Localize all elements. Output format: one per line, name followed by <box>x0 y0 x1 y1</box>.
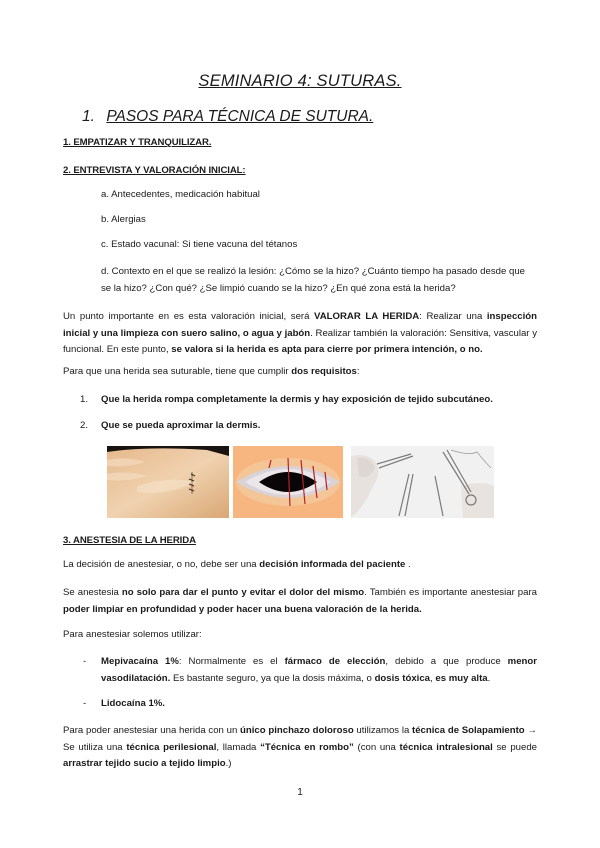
wound-suture-diagram <box>233 446 343 518</box>
suture-instruments-image <box>351 446 494 518</box>
farmaco-item-mepivacaina: - Mepivacaína 1%: Normalmente es el fármaco de elección, debido a que produce menor vasodilatación. Es bastante seguro, ya que la dosis máxima, o dosis tóxica, es muy alta. <box>83 656 537 684</box>
page-number: 1 <box>297 787 303 798</box>
requisito-item: 2. Que se pueda aproximar la dermis. <box>80 420 261 431</box>
paragraph-decision: La decisión de anestesiar, o no, debe ser una decisión informada del paciente . <box>63 559 411 570</box>
farmaco-item-lidocaina: - Lidocaína 1%. <box>83 698 165 709</box>
paragraph-valorar-herida: Un punto importante en es esta valoración inicial, será VALORAR LA HERIDA: Realizar una inspección inicial y una limpieza con suero salino, o agua y jabón. Realizar también la valoración: Sensitiva, vascular y funcional. En este punto, se valora si la herida es apta para cierre por primera intención, o no. <box>63 311 538 355</box>
paragraph-anestesia: Se anestesia no solo para dar el punto y evitar el dolor del mismo. También es importante anestesiar para poder limpiar en profundidad y poder hacer una buena valoración de la herida. <box>63 587 537 615</box>
step-heading-empatizar: 1. EMPATIZAR Y TRANQUILIZAR. <box>63 137 212 148</box>
sutured-hand-image <box>107 446 229 518</box>
section-title: PASOS PARA TÉCNICA DE SUTURA. <box>106 108 374 125</box>
section-number: 1. <box>82 108 95 125</box>
step-heading-anestesia: 3. ANESTESIA DE LA HERIDA <box>63 535 196 546</box>
document-title: SEMINARIO 4: SUTURAS. <box>198 72 402 90</box>
requisito-item: 1. Que la herida rompa completamente la dermis y hay exposición de tejido subcutáneo. <box>80 394 493 405</box>
paragraph-solapamiento: Para poder anestesiar una herida con un único pinchazo doloroso utilizamos la técnica de Solapamiento → Se utiliza una técnica perilesional, llamada “Técnica en rombo” (con una técnica intralesional se puede arrastrar tejido sucio a tejido limpio.) <box>63 725 537 769</box>
paragraph-requisitos-intro: Para que una herida sea suturable, tiene que cumplir dos requisitos: <box>63 366 360 377</box>
section-heading <box>82 108 373 126</box>
list-item-alergias: b. Alergias <box>101 214 146 225</box>
list-item-contexto: d. Contexto en el que se realizó la lesión: ¿Cómo se la hizo? ¿Cuánto tiempo ha pasado desde que se la hizo? ¿Con qué? ¿Se limpió cuando se la hizo? ¿En qué zona está la herida? <box>101 266 525 294</box>
list-item-antecedentes: a. Antecedentes, medicación habitual <box>101 189 260 200</box>
step-heading-entrevista: 2. ENTREVISTA Y VALORACIÓN INICIAL: <box>63 165 246 176</box>
paragraph-solemos: Para anestesiar solemos utilizar: <box>63 629 202 640</box>
list-item-vacunal: c. Estado vacunal: Si tiene vacuna del tétanos <box>101 239 298 250</box>
